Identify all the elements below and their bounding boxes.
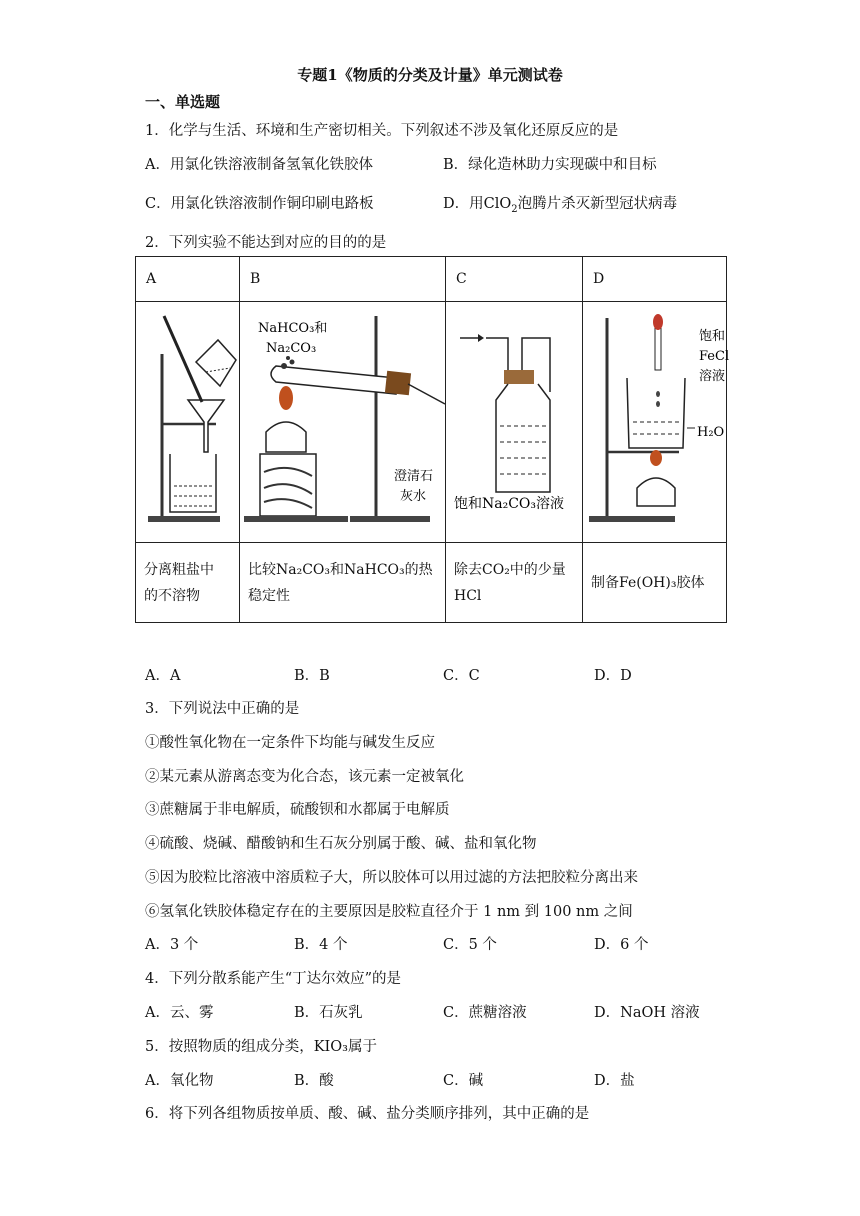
q5-option-d[interactable]: D．盐 xyxy=(594,1073,635,1089)
q3-item-5: ⑤因为胶粒比溶液中溶质粒子大，所以胶体可以用过滤的方法把胶粒分离出来 xyxy=(145,870,638,886)
q3-option-a[interactable]: A．3 个 xyxy=(145,937,199,953)
fig-b-label-2: Na₂CO₃ xyxy=(266,341,317,356)
q6-stem: 6．将下列各组物质按单质、酸、碱、盐分类顺序排列，其中正确的是 xyxy=(145,1106,590,1122)
q2-stem: 2．下列实验不能达到对应的目的的是 xyxy=(145,235,387,251)
desc-a: 分离粗盐中 的不溶物 xyxy=(136,543,240,623)
q3-option-c[interactable]: C．5 个 xyxy=(443,937,497,953)
q2-option-b[interactable]: B．B xyxy=(294,668,330,684)
q3-option-b[interactable]: B．4 个 xyxy=(294,937,348,953)
header-a: A xyxy=(136,257,240,302)
figure-d-cell xyxy=(583,302,730,543)
fig-d-label-2: FeCl xyxy=(699,349,730,364)
q3-option-d[interactable]: D．6 个 xyxy=(594,937,649,953)
heating-apparatus-icon xyxy=(240,302,445,538)
q3-item-3: ③蔗糖属于非电解质，硫酸钡和水都属于电解质 xyxy=(145,802,450,818)
filtration-apparatus-icon xyxy=(136,302,239,538)
wash-bottle-icon xyxy=(446,302,582,538)
q4-stem: 4．下列分散系能产生“丁达尔效应”的是 xyxy=(145,971,402,987)
header-c: C xyxy=(446,257,583,302)
figure-c-cell xyxy=(446,302,583,543)
fig-b-label-4: 灰水 xyxy=(400,489,427,504)
fig-d-label-3: 溶液 xyxy=(699,369,726,384)
q1-option-d-subscript: 2 xyxy=(511,203,518,215)
fig-d-label-4: H₂O xyxy=(697,425,725,440)
experiment-table xyxy=(135,256,730,623)
q1-option-d-suffix: 泡腾片杀灭新型冠状病毒 xyxy=(517,196,678,212)
desc-b: 比较Na₂CO₃和NaHCO₃的热 稳定性 xyxy=(240,543,446,623)
q4-option-c[interactable]: C．蔗糖溶液 xyxy=(443,1005,527,1021)
q2-option-d[interactable]: D．D xyxy=(594,668,632,684)
q3-item-2: ②某元素从游离态变为化合态，该元素一定被氧化 xyxy=(145,769,464,785)
q3-item-4: ④硫酸、烧碱、醋酸钠和生石灰分别属于酸、碱、盐和氧化物 xyxy=(145,836,537,852)
figure-b-cell xyxy=(240,302,446,543)
q5-stem: 5．按照物质的组成分类，KIO₃属于 xyxy=(145,1039,377,1055)
q4-option-d[interactable]: D．NaOH 溶液 xyxy=(594,1005,700,1021)
fig-d-label-1: 饱和 xyxy=(699,329,726,344)
colloid-apparatus-icon xyxy=(583,302,730,538)
q3-item-6: ⑥氢氧化铁胶体稳定存在的主要原因是胶粒直径介于 1 nm 到 100 nm 之间 xyxy=(145,904,633,920)
fig-c-label: 饱和Na₂CO₃溶液 xyxy=(454,496,565,512)
fig-b-label-1: NaHCO₃和 xyxy=(258,321,328,336)
q1-option-b[interactable]: B．绿化造林助力实现碳中和目标 xyxy=(443,157,657,173)
section-heading: 一、单选题 xyxy=(145,93,221,111)
q5-option-b[interactable]: B．酸 xyxy=(294,1073,334,1089)
desc-d: 制备Fe(OH)₃胶体 xyxy=(583,543,727,623)
header-b: B xyxy=(240,257,446,302)
figure-a-cell xyxy=(136,302,240,543)
q3-stem: 3．下列说法中正确的是 xyxy=(145,701,300,717)
q1-option-d-prefix: D．用 xyxy=(443,196,484,212)
q1-option-c[interactable]: C．用氯化铁溶液制作铜印刷电路板 xyxy=(145,196,374,212)
page-title: 专题1《物质的分类及计量》单元测试卷 xyxy=(297,66,563,84)
q1-option-a[interactable]: A．用氯化铁溶液制备氢氧化铁胶体 xyxy=(145,157,373,173)
q5-option-a[interactable]: A．氧化物 xyxy=(145,1073,214,1089)
desc-c: 除去CO₂中的少量 HCl xyxy=(446,543,583,623)
fig-b-label-3: 澄清石 xyxy=(394,469,434,484)
q5-option-c[interactable]: C．碱 xyxy=(443,1073,484,1089)
q1-stem: 1．化学与生活、环境和生产密切相关。下列叙述不涉及氧化还原反应的是 xyxy=(145,123,619,139)
q2-option-c[interactable]: C．C xyxy=(443,668,480,684)
q1-option-d[interactable] xyxy=(443,192,677,215)
q4-option-b[interactable]: B．石灰乳 xyxy=(294,1005,363,1021)
q4-option-a[interactable]: A．云、雾 xyxy=(145,1005,214,1021)
q1-option-d-formula: ClO xyxy=(483,196,512,212)
q3-item-1: ①酸性氧化物在一定条件下均能与碱发生反应 xyxy=(145,735,435,751)
q2-option-a[interactable]: A．A xyxy=(145,668,181,684)
header-d: D xyxy=(583,257,727,302)
